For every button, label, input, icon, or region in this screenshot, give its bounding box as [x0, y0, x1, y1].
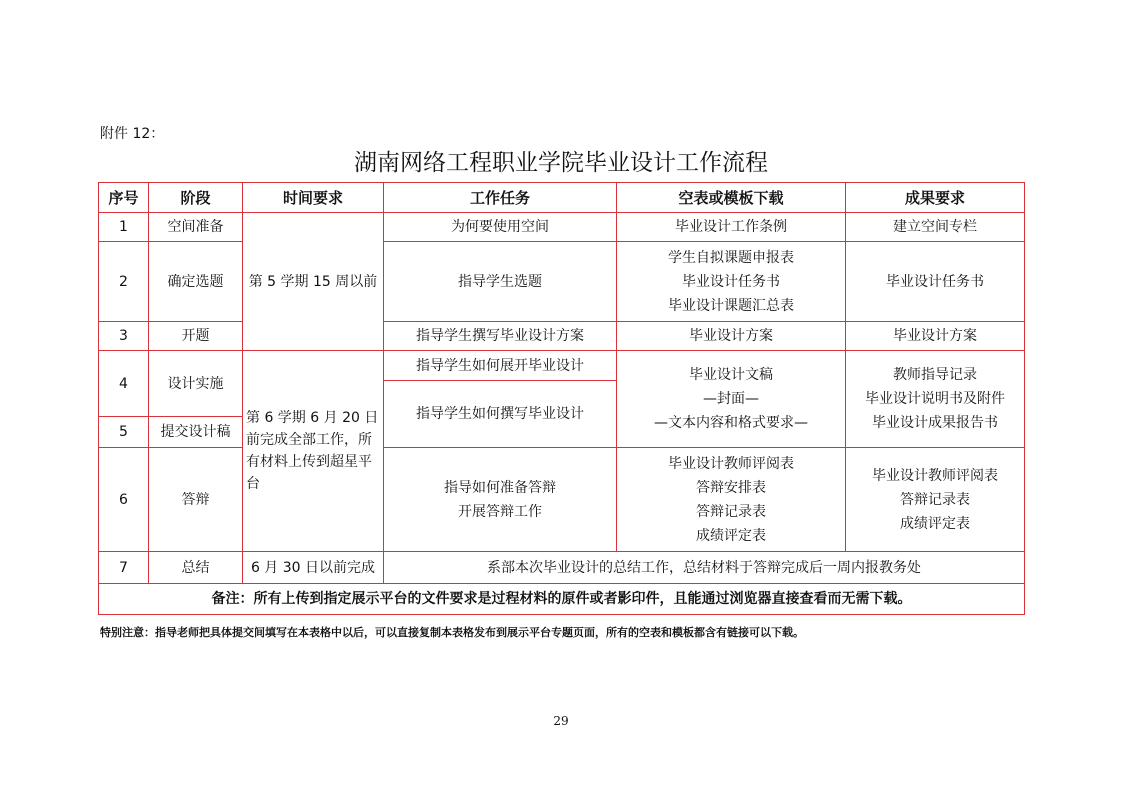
templates-cell	[617, 448, 846, 552]
row-task: 为何要使用空间	[384, 213, 617, 242]
row-result: 毕业设计方案	[846, 322, 1025, 351]
workflow-table	[98, 182, 1025, 615]
row-result: 毕业设计任务书	[846, 242, 1025, 322]
row-number: 4	[99, 351, 149, 417]
row-result: 毕业设计教师评阅表	[872, 467, 998, 484]
header-stage: 阶段	[149, 183, 243, 213]
task-cell	[384, 448, 617, 552]
time-cell	[243, 351, 384, 552]
template-link[interactable]: 毕业设计方案	[617, 322, 846, 351]
row-task: 指导学生如何撰写毕业设计	[384, 381, 617, 448]
table-row	[99, 322, 1025, 351]
row-number: 7	[99, 552, 149, 584]
table-row	[99, 213, 1025, 242]
summary-text: 系部本次毕业设计的总结工作，总结材料于答辩完成后一周内报教务处	[384, 552, 1025, 584]
time-text: 第 6 学期 6 月 20 日前完成全部工作，所有材料上传到超星平台	[246, 410, 379, 492]
row-stage: 答辩	[149, 448, 243, 552]
row-stage: 总结	[149, 552, 243, 584]
header-no: 序号	[99, 183, 149, 213]
template-link[interactable]: 成绩评定表	[696, 527, 766, 544]
template-link[interactable]: 毕业设计文稿	[689, 367, 773, 383]
row-task: 开展答辩工作	[458, 503, 542, 520]
time-cell	[243, 213, 384, 351]
page-number: 29	[553, 714, 569, 728]
row-result: 毕业设计说明书及附件	[865, 391, 1005, 407]
special-note: 特别注意：指导老师把具体提交间填写在本表格中以后，可以直接复制本表格发布到展示平台专题页面，所有的空表和模板都含有链接可以下载。	[100, 626, 804, 639]
template-link[interactable]: 毕业设计工作条例	[617, 213, 846, 242]
row-task: 指导如何准备答辩	[444, 479, 556, 496]
row-stage: 设计实施	[149, 351, 243, 417]
row-number: 3	[99, 322, 149, 351]
table-row	[99, 552, 1025, 584]
results-cell	[846, 351, 1025, 448]
row-task: 指导学生撰写毕业设计方案	[384, 322, 617, 351]
row-stage: 空间准备	[149, 213, 243, 242]
template-sub-item[interactable]: —封面—	[703, 391, 759, 407]
template-link[interactable]: 答辩安排表	[696, 479, 766, 496]
template-sub-item[interactable]: —文本内容和格式要求—	[654, 415, 808, 431]
row-result: 教师指导记录	[893, 367, 977, 383]
row-number: 1	[99, 213, 149, 242]
row-stage: 开题	[149, 322, 243, 351]
row-result: 成绩评定表	[900, 515, 970, 532]
row-task: 指导学生如何展开毕业设计	[384, 351, 617, 381]
remark-text: 备注：所有上传到指定展示平台的文件要求是过程材料的原件或者影印件，且能通过浏览器直接查看而无需下载。	[99, 584, 1025, 615]
table-row	[99, 242, 1025, 322]
row-number: 2	[99, 242, 149, 322]
header-task: 工作任务	[384, 183, 617, 213]
results-cell	[846, 448, 1025, 552]
time-text: 第 5 学期 15 周以前	[248, 273, 378, 290]
template-link[interactable]: 毕业设计课题汇总表	[668, 297, 794, 314]
row-stage: 提交设计稿	[149, 417, 243, 448]
table-row	[99, 448, 1025, 552]
row-number: 6	[99, 448, 149, 552]
header-time: 时间要求	[243, 183, 384, 213]
row-stage: 确定选题	[149, 242, 243, 322]
row-task: 指导学生选题	[384, 242, 617, 322]
table-header-row	[99, 183, 1025, 213]
row-result: 答辩记录表	[900, 491, 970, 508]
time-text: 6 月 30 日以前完成	[243, 552, 384, 584]
template-link[interactable]: 答辩记录表	[696, 503, 766, 520]
template-link[interactable]: 毕业设计任务书	[682, 273, 780, 290]
templates-cell	[617, 351, 846, 448]
attachment-label: 附件 12：	[100, 126, 165, 142]
row-result: 毕业设计成果报告书	[872, 415, 998, 431]
template-link[interactable]: 学生自拟课题申报表	[668, 249, 794, 266]
table-row	[99, 351, 1025, 381]
header-results: 成果要求	[846, 183, 1025, 213]
row-number: 5	[99, 417, 149, 448]
page-title: 湖南网络工程职业学院毕业设计工作流程	[354, 150, 768, 176]
row-result: 建立空间专栏	[846, 213, 1025, 242]
remark-row	[99, 584, 1025, 615]
templates-cell	[617, 242, 846, 322]
template-link[interactable]: 毕业设计教师评阅表	[668, 455, 794, 472]
header-templates: 空表或模板下载	[617, 183, 846, 213]
